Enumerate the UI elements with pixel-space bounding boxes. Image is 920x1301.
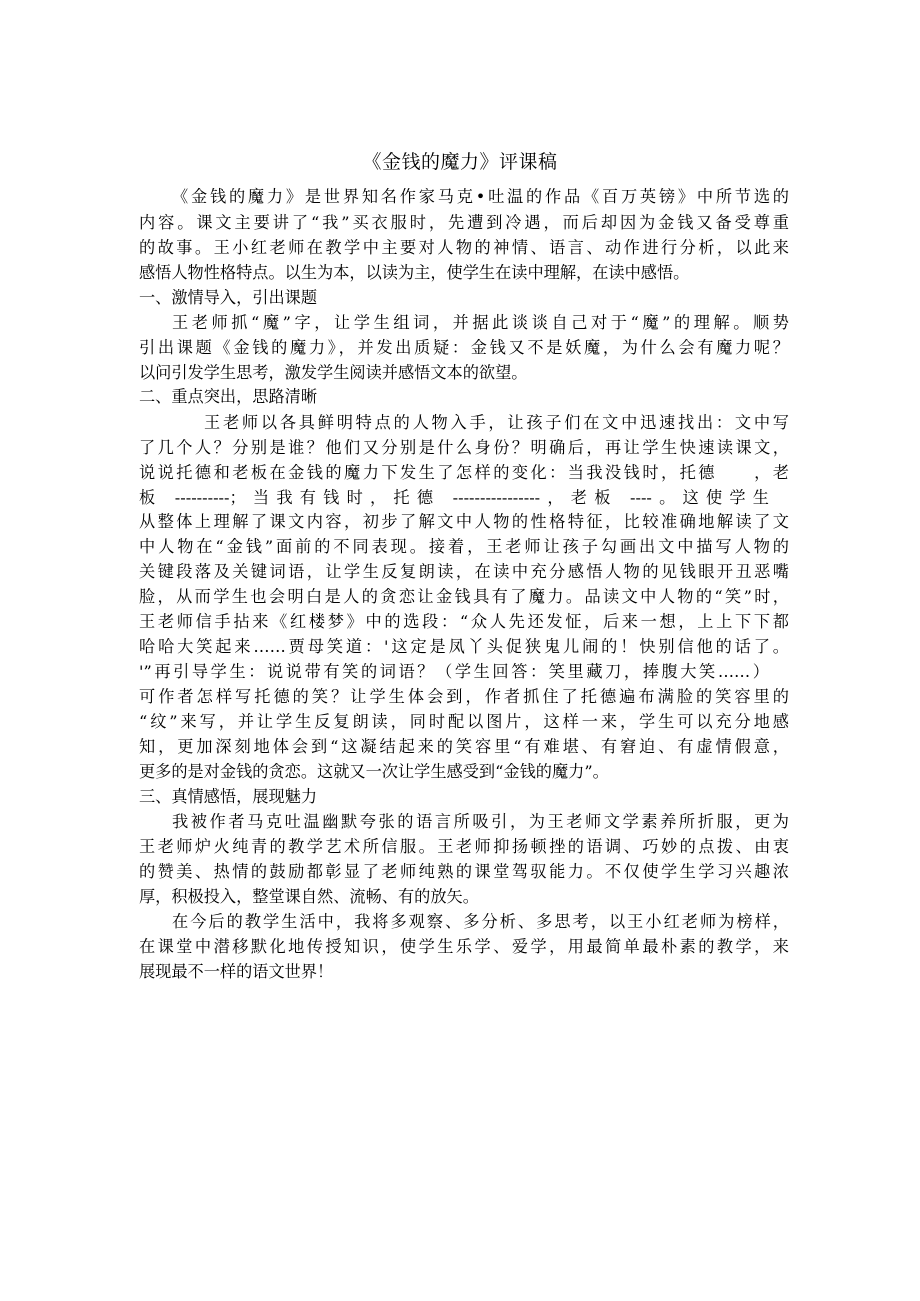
text-line: 从整体上理解了课文内容，初步了解文中人物的性格特征，比较准确地解读了文 <box>139 512 789 531</box>
text-line: 王老师信手拈来《红楼梦》中的选段：“众人先还发怔，后来一想，上上下下都 <box>139 612 789 631</box>
text-line: 可作者怎样写托德的笑？让学生体会到，作者抓住了托德遍布满脸的笑容里的 <box>139 687 789 706</box>
text-line: “纹”来写，并让学生反复朗读，同时配以图片，这样一来，学生可以充分地感 <box>139 712 789 731</box>
document-title: 《金钱的魔力》评课稿 <box>362 151 558 173</box>
text-line: 内容。课文主要讲了“我”买衣服时，先遭到冷遇，而后却因为金钱又备受尊重 <box>139 213 789 232</box>
text-line: 脸，从而学生也会明白是人的贪恋让金钱具有了魔力。品读文中人物的“笑”时， <box>139 587 789 606</box>
text-line: 以问引发学生思考，激发学生阅读并感悟文本的欲望。 <box>139 363 528 382</box>
text-line: 厚，积极投入，整堂课自然、流畅、有的放矢。 <box>139 887 479 906</box>
text-line: 说说托德和老板在金钱的魔力下发生了怎样的变化：当我没钱时，托德 ，老 <box>139 463 789 482</box>
section-heading: 一、激情导入，引出课题 <box>139 288 318 307</box>
text-line: 板 ----------；当我有钱时，托德 ----------------，老板 ----。这使学生 <box>139 488 769 507</box>
text-line: 关键段落及关键词语，让学生反复朗读，在读中充分感悟人物的见钱眼开丑恶嘴 <box>139 562 789 581</box>
text-line: 的赞美、热情的鼓励都彰显了老师纯熟的课堂驾驭能力。不仅使学生学习兴趣浓 <box>139 862 789 881</box>
text-line: 更多的是对金钱的贪恋。这就又一次让学生感受到“金钱的魔力”。 <box>139 762 609 781</box>
section-heading: 二、重点突出，思路清晰 <box>139 387 318 406</box>
text-line: 《金钱的魔力》是世界知名作家马克•吐温的作品《百万英镑》中所节选的 <box>172 187 789 206</box>
text-line: 在今后的教学生活中，我将多观察、多分析、多思考，以王小红老师为榜样， <box>172 912 789 931</box>
text-line: 王老师炉火纯青的教学艺术所信服。王老师抑扬顿挫的语调、巧妙的点拨、由衷 <box>139 837 789 856</box>
text-line: 中人物在“金钱”面前的不同表现。接着，王老师让孩子勾画出文中描写人物的 <box>139 537 789 556</box>
text-line: 哈哈大笑起来……贾母笑道：'这定是凤丫头促狭鬼儿闹的！快别信他的话了。 <box>139 637 789 656</box>
text-line: 了几个人？分别是谁？他们又分别是什么身份？明确后，再让学生快速读课文， <box>139 438 789 457</box>
text-line: 王老师抓“魔”字，让学生组词，并据此谈谈自己对于“魔”的理解。顺势 <box>172 313 789 332</box>
text-line: 我被作者马克吐温幽默夸张的语言所吸引，为王老师文学素养所折服，更为 <box>172 812 789 831</box>
text-line: '”再引导学生：说说带有笑的词语？（学生回答：笑里藏刀，捧腹大笑……） <box>139 662 769 681</box>
text-line: 在课堂中潜移默化地传授知识，使学生乐学、爱学，用最简单最朴素的教学，来 <box>139 937 789 956</box>
section-heading: 三、真情感悟，展现魅力 <box>139 787 318 806</box>
text-line: 王老师以各具鲜明特点的人物入手，让孩子们在文中迅速找出：文中写 <box>204 413 789 432</box>
text-line: 引出课题《金钱的魔力》，并发出质疑：金钱又不是妖魔，为什么会有魔力呢？ <box>139 338 789 357</box>
text-line: 的故事。王小红老师在教学中主要对人物的神情、语言、动作进行分析，以此来 <box>139 238 789 257</box>
text-line: 感悟人物性格特点。以生为本，以读为主，使学生在读中理解，在读中感悟。 <box>139 263 690 282</box>
text-line: 知，更加深刻地体会到“这凝结起来的笑容里“有难堪、有窘迫、有虚情假意， <box>139 737 789 756</box>
text-line: 展现最不一样的语文世界！ <box>139 962 334 981</box>
